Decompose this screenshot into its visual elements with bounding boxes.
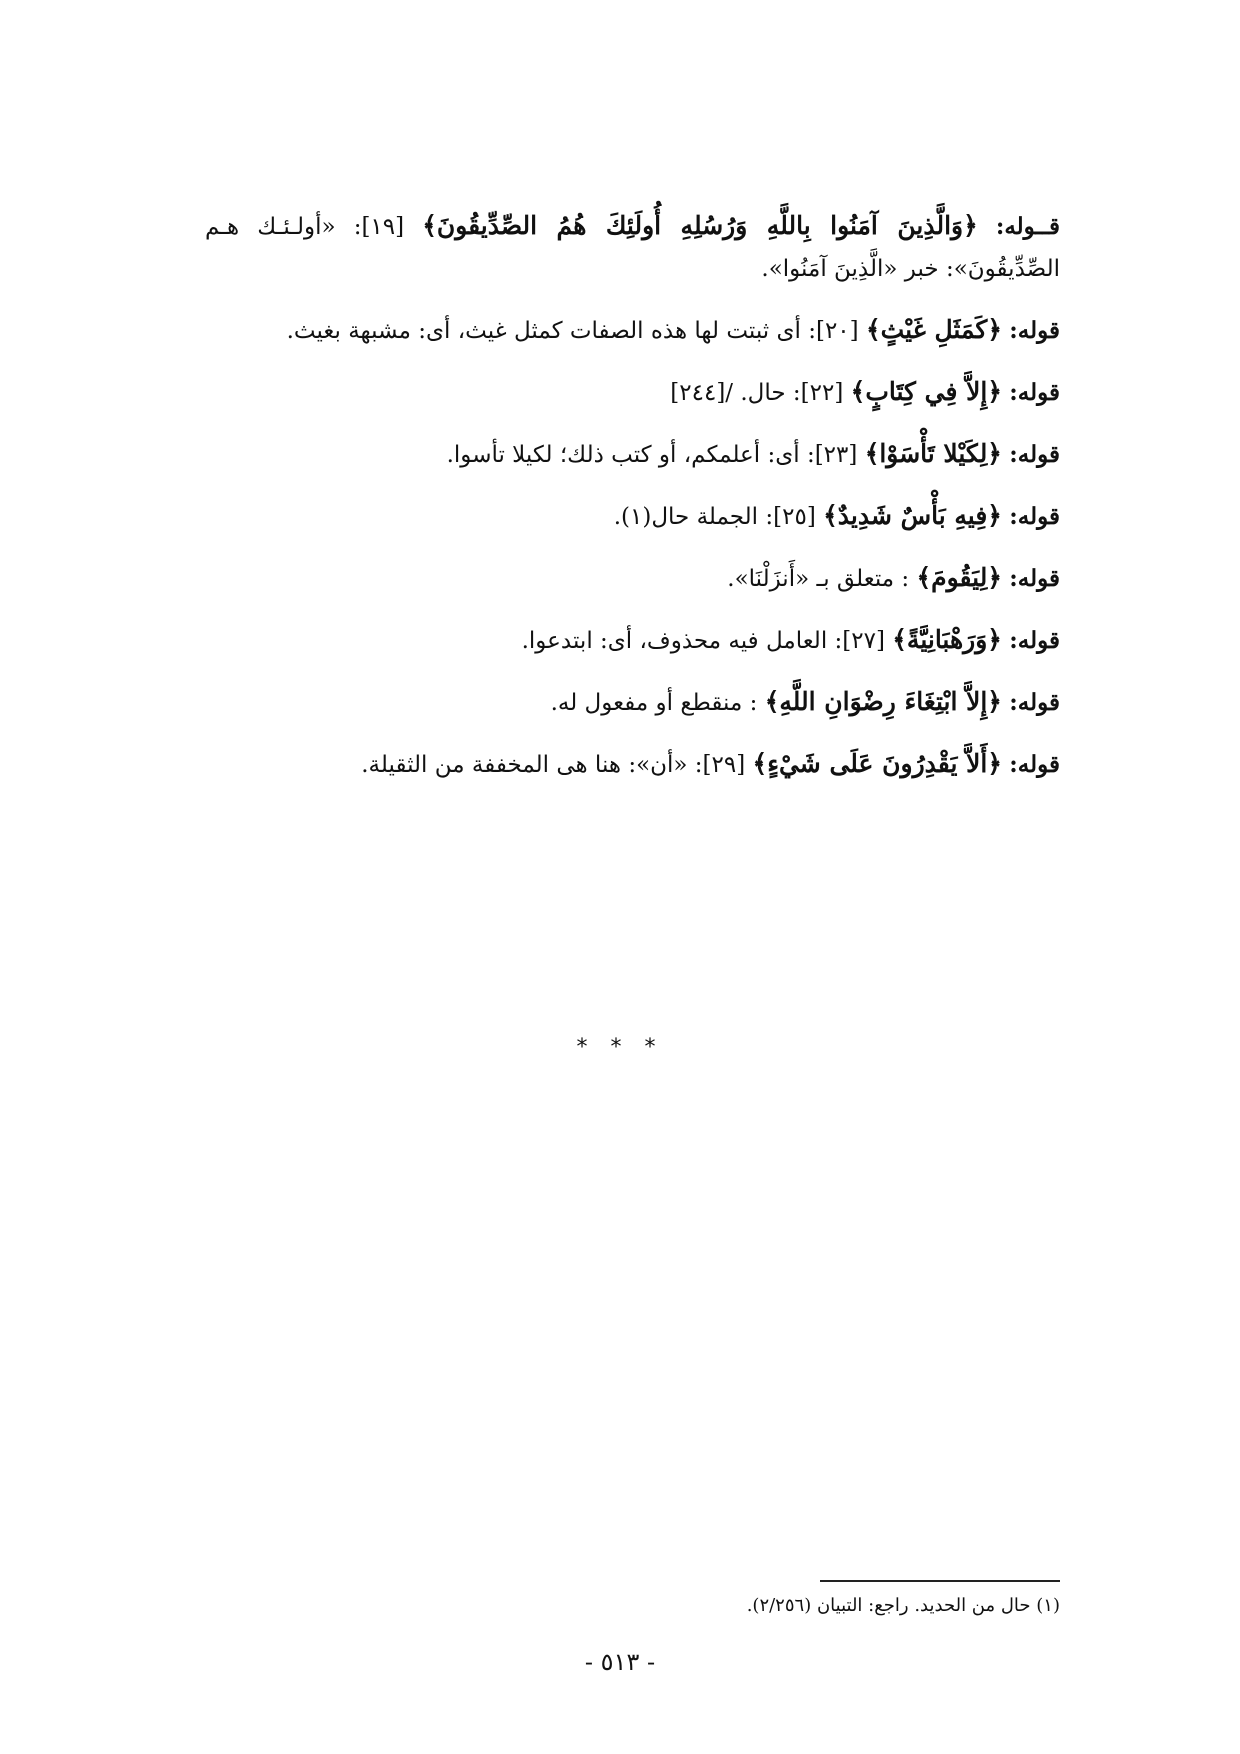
paragraph bbox=[205, 743, 1060, 786]
commentary-text: [٢٠]: أى ثبتت لها هذه الصفات كمثل غيث، أى: مشبهة بغيث. bbox=[286, 318, 859, 344]
paragraph-label: قوله: bbox=[1009, 751, 1060, 778]
main-text bbox=[205, 205, 1060, 805]
commentary-text: [٢٢]: حال. /[٢٤٤] bbox=[670, 380, 844, 406]
paragraph bbox=[205, 619, 1060, 662]
paragraph bbox=[205, 205, 1060, 290]
commentary-text: : منقطع أو مفعول له. bbox=[550, 690, 758, 716]
quran-verse: ﴿وَالَّذِينَ آمَنُوا بِاللَّهِ وَرُسُلِهِ أُولَئِكَ هُمُ الصِّدِّيقُونَ﴾ bbox=[422, 211, 978, 240]
paragraph bbox=[205, 309, 1060, 352]
paragraph-label: قوله: bbox=[1009, 627, 1060, 654]
footnote-divider bbox=[820, 1580, 1060, 1582]
footnote: (١) حال من الحديد. راجع: التبيان (٢/٢٥٦). bbox=[746, 1595, 1060, 1616]
paragraph bbox=[205, 495, 1060, 538]
section-separator: * * * bbox=[576, 1035, 664, 1060]
quran-verse: ﴿وَرَهْبَانِيَّةً﴾ bbox=[892, 625, 1002, 654]
commentary-text: [٢٧]: العامل فيه محذوف، أى: ابتدعوا. bbox=[521, 628, 885, 654]
paragraph bbox=[205, 681, 1060, 724]
paragraph bbox=[205, 371, 1060, 414]
paragraph-label: قوله: bbox=[1009, 317, 1060, 344]
paragraph bbox=[205, 557, 1060, 600]
commentary-text: [١٩]: «أولـئـك هـم الصِّدِّيقُونَ»: خبر «الَّذِينَ آمَنُوا». bbox=[205, 214, 1060, 282]
quran-verse: ﴿لِيَقُومَ﴾ bbox=[916, 563, 1002, 592]
paragraph-label: قــوله: bbox=[995, 213, 1061, 240]
paragraph bbox=[205, 433, 1060, 476]
paragraph-label: قوله: bbox=[1009, 565, 1060, 592]
page-number: - ٥١٣ - bbox=[584, 1648, 656, 1676]
quran-verse: ﴿أَلاَّ يَقْدِرُونَ عَلَى شَيْءٍ﴾ bbox=[752, 749, 1002, 778]
commentary-text: : متعلق بـ «أَنزَلْنَا». bbox=[727, 566, 910, 592]
quran-verse: ﴿فِيهِ بَأْسٌ شَدِيدٌ﴾ bbox=[823, 501, 1002, 530]
quran-verse: ﴿إِلاَّ ابْتِغَاءَ رِضْوَانِ اللَّهِ﴾ bbox=[764, 687, 1002, 716]
quran-verse: ﴿كَمَثَلِ غَيْثٍ﴾ bbox=[865, 315, 1002, 344]
commentary-text: [٢٩]: «أن»: هنا هى المخففة من الثقيلة. bbox=[361, 752, 746, 778]
paragraph-label: قوله: bbox=[1009, 441, 1060, 468]
paragraph-label: قوله: bbox=[1009, 689, 1060, 716]
commentary-text: [٢٥]: الجملة حال(١). bbox=[613, 504, 816, 530]
paragraph-label: قوله: bbox=[1009, 503, 1060, 530]
quran-verse: ﴿إِلاَّ فِي كِتَابٍ﴾ bbox=[850, 377, 1002, 406]
commentary-text: [٢٣]: أى: أعلمكم، أو كتب ذلك؛ لكيلا تأسوا. bbox=[446, 442, 858, 468]
paragraph-label: قوله: bbox=[1009, 379, 1060, 406]
quran-verse: ﴿لِكَيْلا تَأْسَوْا﴾ bbox=[864, 439, 1002, 468]
